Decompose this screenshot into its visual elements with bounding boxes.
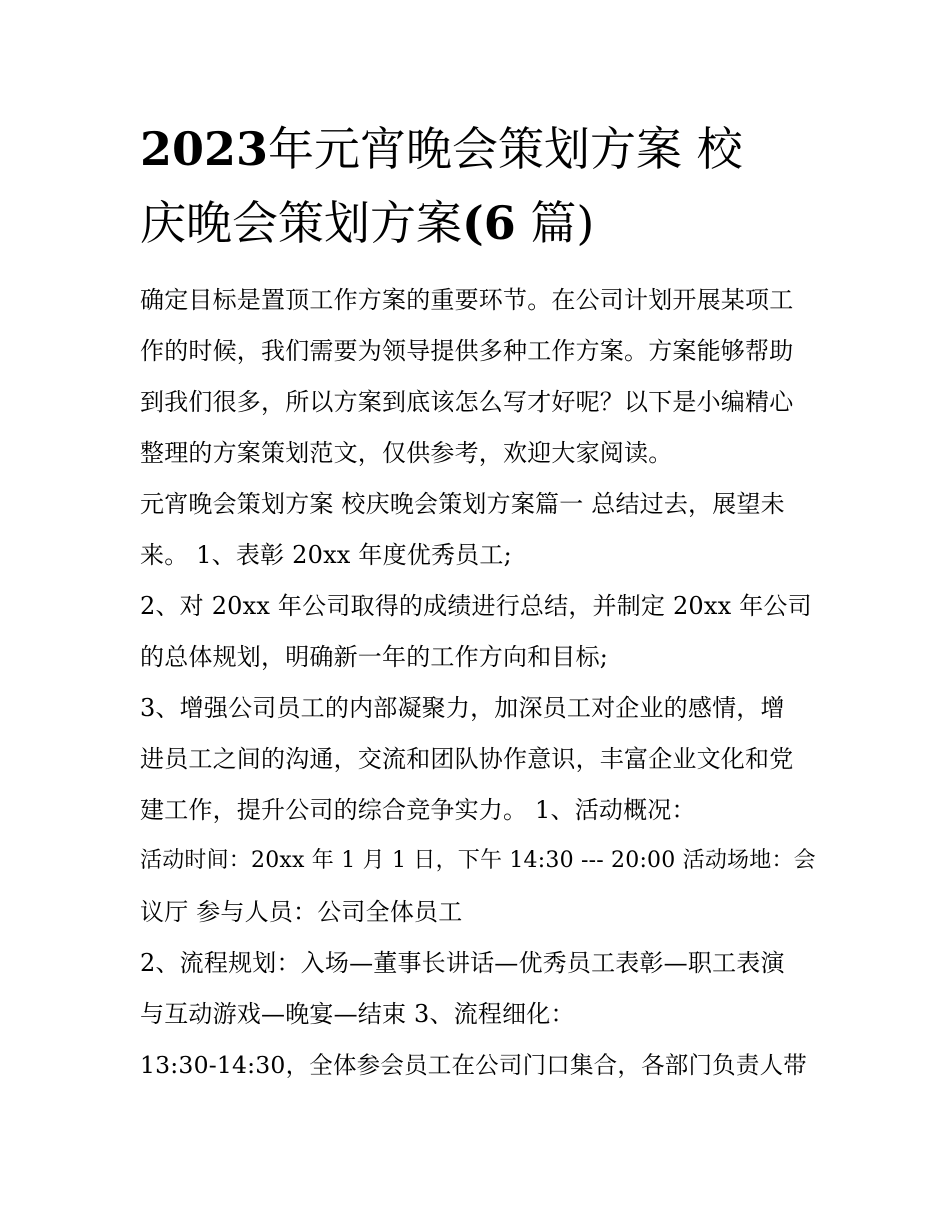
body-line: 作的时候，我们需要为领导提供多种工作方案。方案能够帮助 [140,337,794,365]
body-line: 进员工之间的沟通，交流和团队协作意识，丰富企业文化和党 [140,745,794,773]
title-year: 2023 [140,122,269,176]
body-line: 2、流程规划：入场—董事长讲话—优秀员工表彰—职工表演 [140,949,785,977]
body-line: 2、对 20xx 年公司取得的成绩进行总结，并制定 20xx 年公司 [140,592,812,620]
body-line: 来。 1、表彰 20xx 年度优秀员工; [140,541,512,569]
title-line-2-text: 庆晚会策划方案 [140,196,462,250]
body-line: 到我们很多，所以方案到底该怎么写才好呢？以下是小编精心 [140,388,794,416]
body-line: 建工作，提升公司的综合竞争实力。 1、活动概况： [140,796,696,824]
body-line: 的总体规划，明确新一年的工作方向和目标; [140,643,609,671]
body-line: 整理的方案策划范文，仅供参考，欢迎大家阅读。 [140,439,673,467]
body-line: 议厅 参与人员：公司全体员工 [140,898,463,926]
body-line: 13:30-14:30，全体参会员工在公司门口集合，各部门负责人带 [140,1051,807,1079]
body-line: 确定目标是置顶工作方案的重要环节。在公司计划开展某项工 [140,286,794,314]
title-line-1 [140,112,820,186]
title-line-1-text: 年元宵晚会策划方案 校 [268,122,743,176]
title-count: (6 [462,196,516,250]
body-line: 元宵晚会策划方案 校庆晚会策划方案篇一 总结过去，展望未 [140,490,785,518]
title-line-2-tail: 篇) [530,196,595,250]
title-line-2 [140,186,820,260]
body-line: 3、增强公司员工的内部凝聚力，加深员工对企业的感情，增 [140,694,785,722]
document-title [140,112,820,260]
body-line: 活动时间：20xx 年 1 月 1 日，下午 14:30 --- 20:00 活动场地：会 [140,848,816,873]
body-line: 与互动游戏—晚宴—结束 3、流程细化： [140,1000,575,1028]
